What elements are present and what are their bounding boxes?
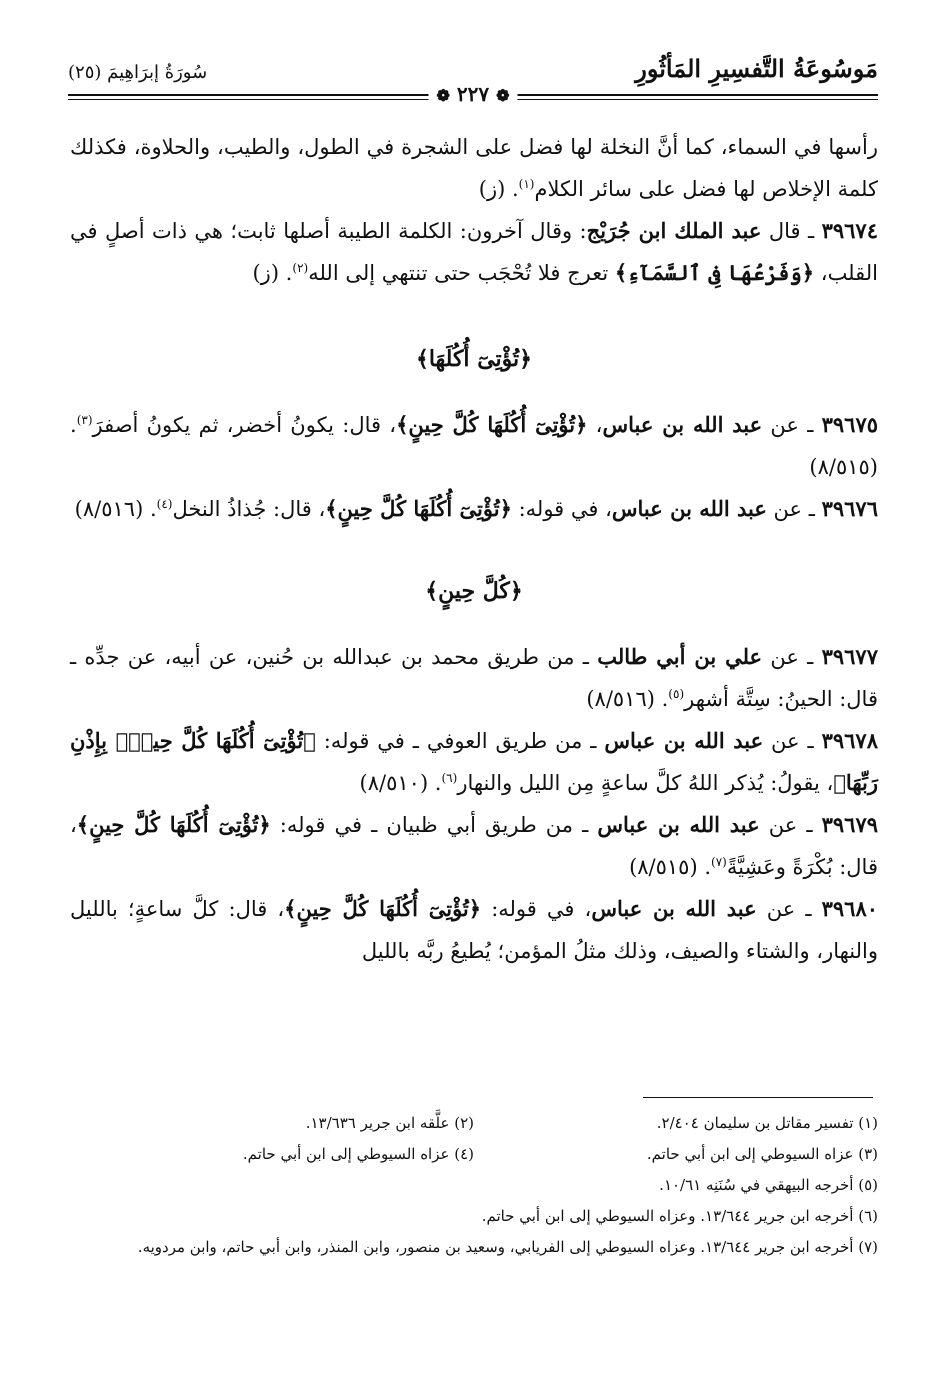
spacer: [70, 530, 878, 570]
narration-lead: عن: [763, 729, 800, 753]
narration-text: ـ من طريق أبي ظبيان ـ في قوله:: [270, 813, 598, 837]
narration-text: ، قال: كلَّ ساعةٍ؛ بالليل والنهار، والشتاء والصيف، وذلك مثلُ المؤمن؛ يُطيعُ ربَّه بالليل: [70, 897, 878, 963]
narration-text: ، في قوله:: [511, 497, 612, 521]
narration-39680: [70, 888, 878, 972]
quran-quote: ﴿تُؤْتِىٓ أُكُلَهَا كُلَّ حِينٍۭ بِإِذْنِ رَبِّهَا﴾: [70, 728, 878, 795]
narration-39679: [70, 804, 878, 888]
narration-number: ٣٩٦٧٤: [821, 218, 878, 243]
narration-lead: عن: [756, 897, 796, 921]
narration-tail: . (ز): [252, 261, 293, 285]
page-body: [70, 126, 878, 972]
separator: ـ: [797, 813, 822, 837]
narration-number: ٣٩٦٧٧: [821, 644, 878, 669]
narration-text: ، قال: بُكْرَةً وعَشِيَّةً: [70, 813, 878, 879]
separator: ـ: [795, 897, 822, 921]
narration-text: ـ من طريق محمد بن عبدالله بن حُنين، عن أبيه، عن جدِّه ـ قال: الحينُ: سِتَّة أشهر: [70, 645, 878, 711]
narration-lead: عن: [759, 813, 798, 837]
footnote-2: (٢) علَّقه ابن جرير ١٣/٦٣٦.: [305, 1114, 474, 1132]
narrator-name: علي بن أبي طالب: [597, 644, 763, 669]
footnote-4: (٤) عزاه السيوطي إلى ابن أبي حاتم.: [242, 1145, 474, 1163]
footnote-ref: (٧): [711, 855, 727, 869]
quran-quote: ﴿تُؤْتِىٓ أُكُلَهَا كُلَّ حِينٍ﴾: [396, 412, 588, 437]
narration-tail: . (٨/٥١٠): [359, 771, 442, 795]
section-heading: ﴿كُلَّ حِينٍ﴾: [425, 578, 523, 604]
running-header: [68, 48, 878, 108]
footnote-ref: (٤): [156, 497, 173, 511]
narration-tail: . (٨/٥١٦): [74, 497, 157, 521]
footnote-ref: (٣): [76, 413, 93, 427]
narrator-name: عبد الله بن عباس: [597, 812, 760, 837]
footnote-3: (٣) عزاه السيوطي إلى ابن أبي حاتم.: [646, 1145, 878, 1163]
narrator-name: عبد الله بن عباس: [604, 728, 764, 753]
separator: ـ: [799, 729, 822, 753]
narration-lead: عن: [762, 413, 799, 437]
narration-number: ٣٩٦٧٩: [821, 812, 879, 837]
quran-quote: ﴿تُؤْتِىٓ أُكُلَهَا كُلَّ حِينٍ﴾: [325, 496, 512, 521]
narration-39677: [70, 636, 878, 720]
paragraph-intro: [70, 126, 878, 210]
narration-39678: [70, 720, 878, 804]
separator: ـ: [800, 219, 822, 243]
narration-text: ، يقولُ: يُذكر اللهُ كلَّ ساعةٍ مِن الليل والنهار: [457, 771, 834, 795]
footnotes: [70, 1108, 878, 1263]
quran-quote: ﴿تُؤْتِىٓ أُكُلَهَا كُلَّ حِينٍ﴾: [76, 812, 271, 837]
narration-text: ،: [587, 413, 603, 437]
ornament-icon: ❁: [496, 86, 510, 105]
footnote-ref: (٢): [292, 261, 309, 275]
narration-text: ، في قوله:: [481, 897, 592, 921]
narrator-name: عبد الملك ابن جُرَيْج: [586, 218, 762, 243]
footnote-row: [70, 1108, 878, 1139]
narration-text: ، قال: يكونُ أخضر، ثم يكونُ أصفرَ: [92, 413, 397, 437]
ornament-icon: ❁: [436, 86, 450, 105]
footnote-ref: (٥): [668, 687, 685, 701]
narration-number: ٣٩٦٧٨: [821, 728, 878, 753]
surah-title: سُورَةُ إبرَاهِيمَ (٢٥): [68, 62, 208, 83]
separator: ـ: [798, 413, 822, 437]
section-heading: ﴿تُؤْتِىٓ أُكُلَهَا﴾: [415, 346, 533, 372]
narration-tail: . (٨/٥١٦): [586, 687, 669, 711]
spacer: [70, 380, 878, 404]
footnote-7: (٧) أخرجه ابن جرير ١٣/٦٤٤. وعزاه السيوطي إلى الفريابي، وسعيد بن منصور، وابن المنذر، وابن أبي حاتم، وابن مردويه.: [137, 1238, 878, 1256]
narrator-name: عبد الله بن عباس: [602, 412, 763, 437]
narration-tail: . (٨/٥١٥): [70, 413, 878, 479]
footnote-rule: [643, 1097, 873, 1098]
narration-text: تعرج فلا تُحْجَب حتى تنتهي إلى الله: [308, 261, 615, 285]
narration-text: : وقال آخرون: الكلمة الطيبة أصلها ثابت؛ هي ذات أصلٍ في القلب،: [70, 219, 878, 285]
paragraph-tail: . (ز): [478, 177, 519, 201]
narration-tail: . (٨/٥١٥): [629, 855, 712, 879]
separator: ـ: [802, 497, 822, 521]
narrator-name: عبد الله بن عباس: [591, 896, 757, 921]
narration-39674: [70, 210, 878, 294]
narration-39676: [70, 488, 878, 530]
narration-number: ٣٩٦٧٥: [821, 412, 879, 437]
footnote-1: (١) تفسير مقاتل بن سليمان ٢/٤٠٤.: [656, 1114, 878, 1132]
narration-lead: عن: [766, 497, 803, 521]
narration-number: ٣٩٦٨٠: [821, 896, 879, 921]
spacer: [70, 294, 878, 338]
narration-text: ، قال: جُذاذُ النخل: [172, 497, 326, 521]
page-number-block: [429, 82, 518, 106]
book-title: مَوسُوعَةُ التَّفسِيرِ المَأثُورِ: [635, 54, 878, 83]
narrator-name: عبد الله بن عباس: [611, 496, 767, 521]
paragraph-text: رأسها في السماء، كما أنَّ النخلة لها فضل على الشجرة في الطول، والطيب، والحلاوة، فكذلك كلمة الإخلاص لها فضل على سائر الكلام: [70, 135, 878, 201]
narration-text: ـ من طريق العوفي ـ في قوله:: [315, 729, 605, 753]
narration-lead: عن: [762, 645, 799, 669]
footnote-ref: (٦): [441, 771, 458, 785]
quran-quote: ﴿تُؤْتِىٓ أُكُلَهَا كُلَّ حِينٍ﴾: [284, 896, 482, 921]
footnote-6: (٦) أخرجه ابن جرير ١٣/٦٤٤. وعزاه السيوطي إلى ابن أبي حاتم.: [481, 1207, 878, 1225]
page-number: ٢٢٧: [456, 82, 490, 106]
footnote-row: [70, 1139, 878, 1170]
quran-quote: ﴿وَفَرْعُهَا فِى ٱلسَّمَآءِ﴾: [614, 260, 815, 285]
footnote-5: (٥) أخرجه البيهقي في سُنَنِه ١٠/٦١.: [659, 1176, 878, 1194]
narration-lead: قال: [761, 219, 801, 243]
narration-number: ٣٩٦٧٦: [821, 496, 878, 521]
spacer: [70, 612, 878, 636]
narration-39675: [70, 404, 878, 488]
footnote-ref: (١): [518, 177, 535, 191]
separator: ـ: [798, 645, 822, 669]
